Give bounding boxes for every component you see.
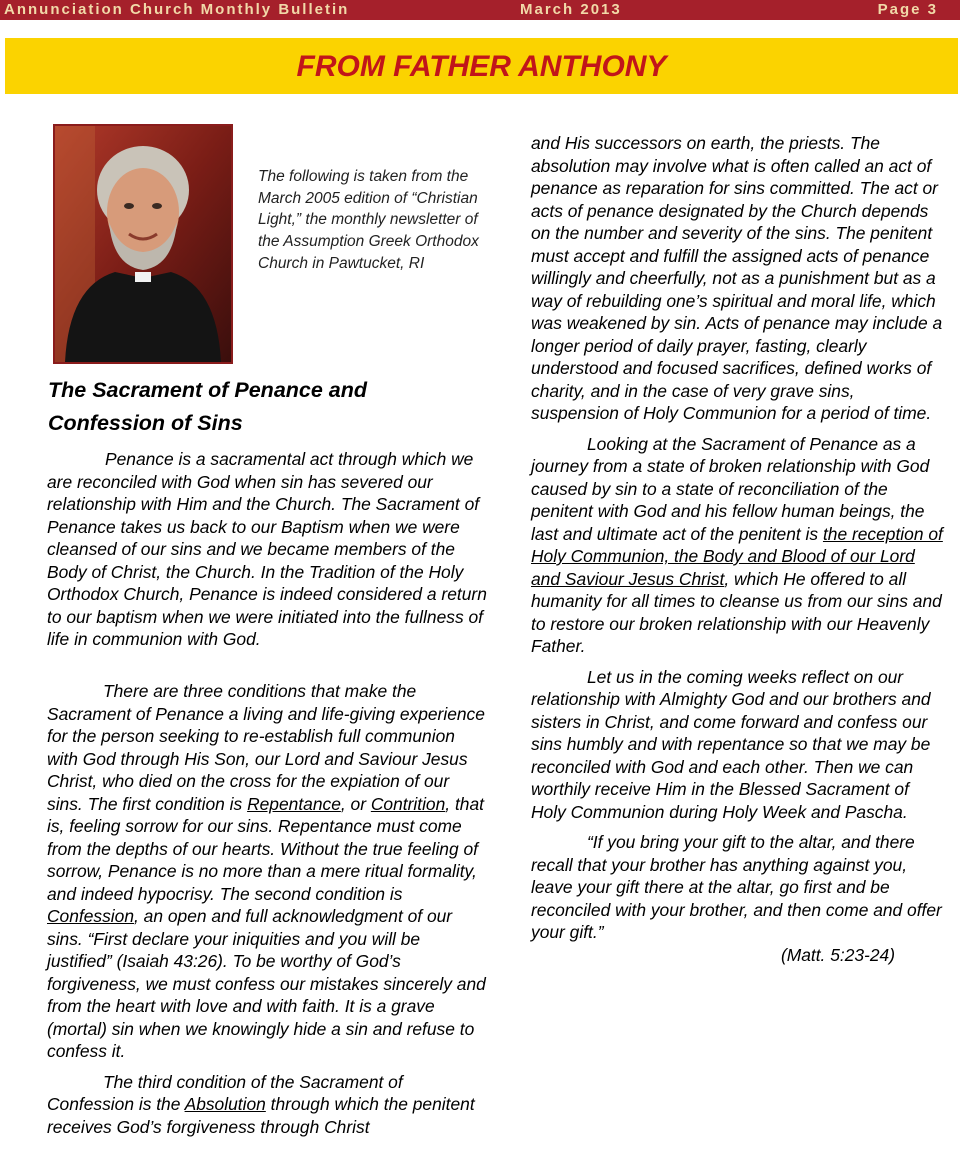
- page-number: Page 3: [877, 1, 938, 18]
- article-title: The Sacrament of Penance and Confession of Sins: [48, 378, 368, 435]
- confession-term: Confession: [47, 906, 135, 926]
- intro-note: The following is taken from the March 2005 edition of “Christian Light,” the monthly newsletter of the Assumption Greek Orthodox Church in Pawtucket, RI: [258, 168, 479, 272]
- paragraph-2: There are three conditions that make the Sacrament of Penance a living and life-giving experience for the person seeking to re-establish full communion with God through His Son, our Lord and Saviour Jesus Christ, who died on the cross for the expiation of our sins. The first condition is Repentance, or Contrition, that is, feeling sorrow for our sins. Repentance must come from the depths of our hearts. Without the true feeling of sorrow, Penance is no more than a mere ritual formality, and indeed hypocrisy. The second condition is Confession, an open and full acknowledgment of our sins. “First declare your iniquities and you will be justified” (Isaiah 43:26). To be worthy of God’s forgiveness, we must confess our mistakes sincerely and from the heart with love and with faith. It is a grave (mortal) sin when we knowingly hide a sin and refuse to confess it.: [47, 681, 486, 1061]
- article-column-right: [531, 132, 943, 974]
- scripture-citation: (Matt. 5:23-24): [780, 944, 895, 965]
- portrait-illustration: [55, 126, 231, 362]
- section-banner: [5, 38, 958, 94]
- running-header: [0, 0, 960, 20]
- paragraph-4: and His successors on earth, the priests. The absolution may involve what is often called an act of penance as reparation for sins committed. The act or acts of penance designated by the Church depends on the number and severity of the sins. The penitent must accept and fulfill the assigned acts of penance willingly and cheerfully, not as a punishment but as a way of rebuilding one’s spiritual and moral life, which was weakened by sin. Acts of penance may include a longer period of daily prayer, fasting, clearly understood and focused sacrifices, defined works of charity, and in the case of very grave sins, suspension of Holy Communion for a period of time.: [531, 133, 943, 423]
- holy-communion-term: the reception of Holy Communion, the Body and Blood of our Lord and Saviour Jesus Christ: [531, 523, 943, 589]
- article-column-left-bottom: [47, 680, 487, 1146]
- issue-date: March 2013: [520, 1, 622, 18]
- paragraph-6: Let us in the coming weeks reflect on our relationship with Almighty God and our brothers and sisters in Christ, and come forward and confess our sins humbly and with repentance so that we may be reconciled with God and each other. Then we can worthily receive Him in the Blessed Sacrament of Holy Communion during Holy Week and Pascha.: [531, 666, 931, 822]
- portrait-photo: [53, 124, 233, 364]
- publication-name: Annunciation Church Monthly Bulletin: [4, 1, 350, 18]
- paragraph-1: Penance is a sacramental act through which we are reconciled with God when sin has severed our relationship with Him and the Church. The Sacrament of Penance takes us back to our Baptism when we were cleansed of our sins and we became members of the Body of Christ, the Church. In the Tradition of the Holy Orthodox Church, Penance is indeed considered a return to our baptism when we were initiated into the fullness of life in communion with God.: [47, 449, 487, 649]
- article-column-left-top: [47, 448, 487, 659]
- banner-title: FROM FATHER ANTHONY: [296, 50, 667, 83]
- scripture-quote: “If you bring your gift to the altar, and there recall that your brother has anything against you, leave your gift there at the altar, go first and be reconciled with your brother, and then come and offer your gift.”: [531, 832, 942, 942]
- paragraph-5: Looking at the Sacrament of Penance as a journey from a state of broken relationship with God caused by sin to a state of reconciliation of the penitent with God and his fellow human beings, the last and ultimate act of the penitent is the reception of Holy Communion, the Body and Blood of our Lord and Saviour Jesus Christ, which He offered to all humanity for all times to cleanse us from our sins and to restore our broken relationship with our Heavenly Father.: [531, 433, 943, 656]
- paragraph-3: The third condition of the Sacrament of Confession is the Absolution through which the penitent receives God’s forgiveness through Christ: [47, 1071, 475, 1137]
- repentance-term: Repentance: [247, 793, 341, 814]
- absolution-term: Absolution: [184, 1094, 266, 1114]
- contrition-term: Contrition: [370, 793, 446, 814]
